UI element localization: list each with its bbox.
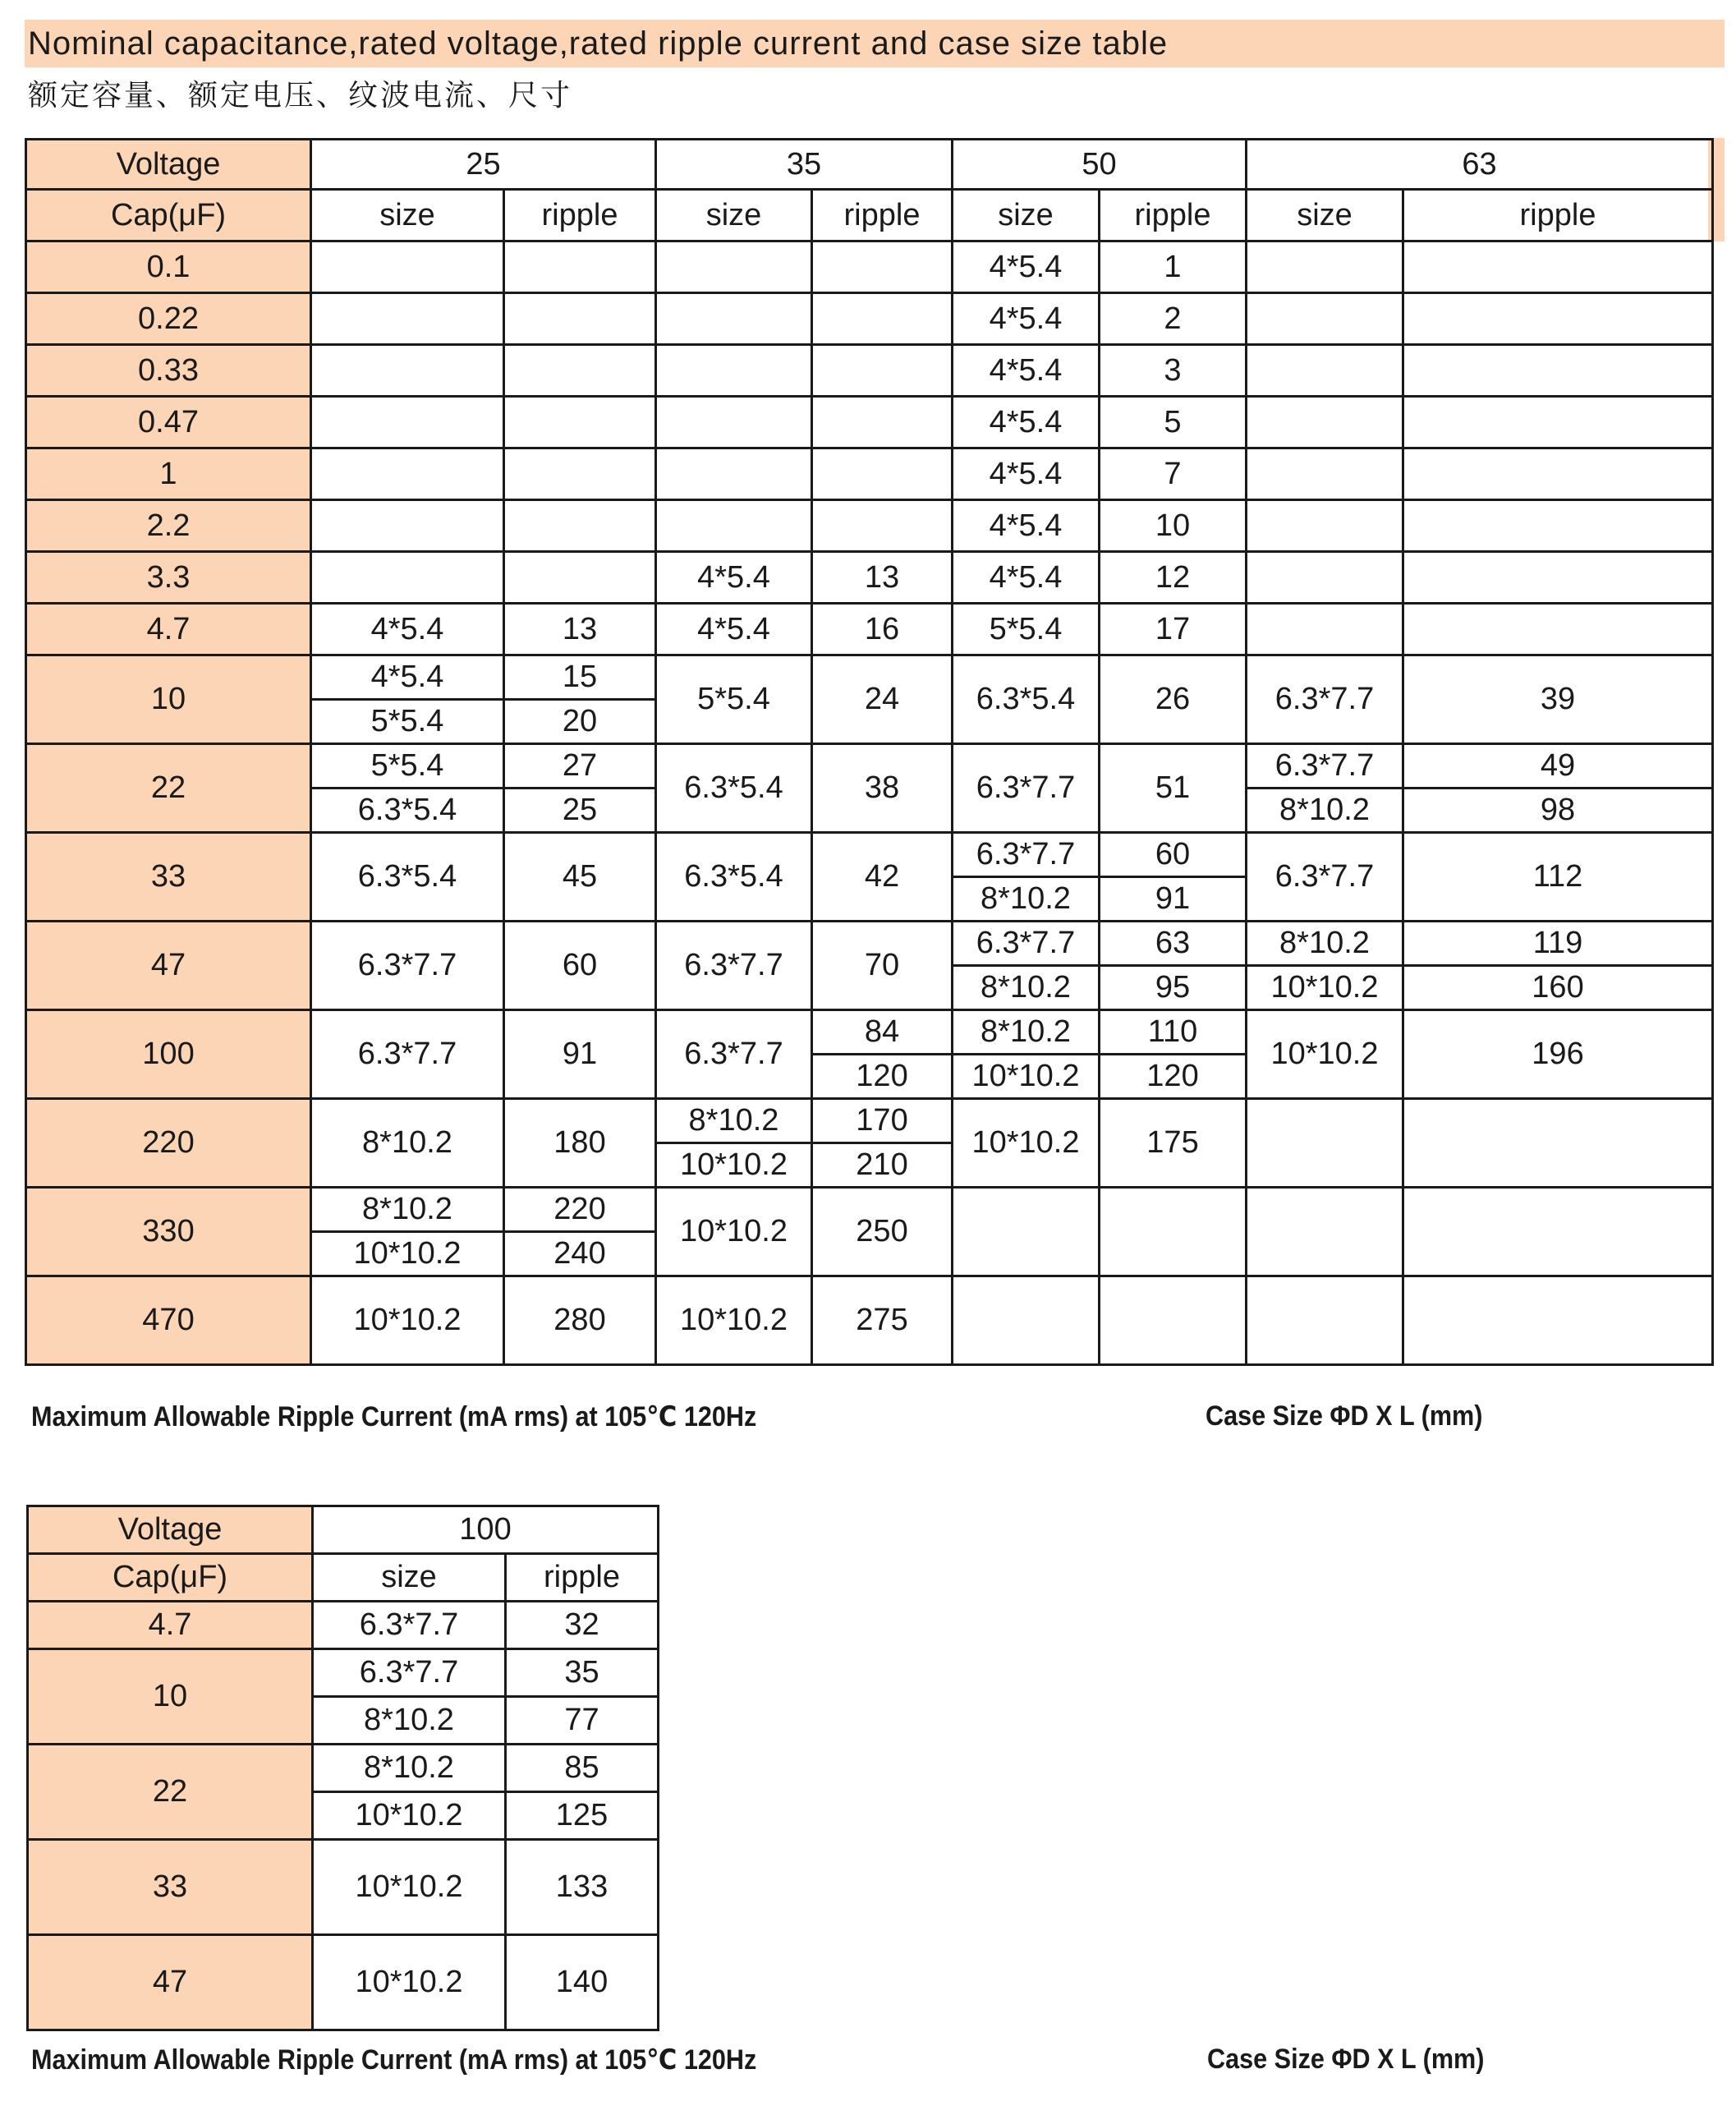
cap-value-330: 330 [26, 1188, 311, 1276]
empty-cell-35v [656, 397, 812, 448]
ripple-cell-35v: 170 [812, 1099, 953, 1143]
size-cell-25v: 6.3*5.4 [311, 833, 504, 922]
voltage-63v-header: 63 [1247, 140, 1713, 190]
empty-cell-25v [311, 500, 504, 552]
size-column-header: size [1247, 190, 1403, 241]
ripple-cell-50v: 12 [1100, 552, 1247, 604]
ripple-cell-25v: 220 [504, 1188, 656, 1232]
size-cell-35v: 6.3*7.7 [656, 1010, 812, 1099]
voltage-label: Voltage [26, 140, 311, 190]
ripple-column-header: ripple [506, 1554, 659, 1602]
cap-value-10: 10 [28, 1649, 313, 1745]
ripple-cell-100v: 125 [506, 1792, 659, 1840]
ripple-column-header: ripple [1100, 190, 1247, 241]
cap-value-220: 220 [26, 1099, 311, 1188]
ripple-cell-50v: 110 [1100, 1010, 1247, 1055]
cap-label: Cap(μF) [26, 190, 311, 241]
empty-cell-35v [656, 241, 812, 293]
voltage-label: Voltage [28, 1506, 313, 1554]
empty-cell-25v [311, 397, 504, 448]
ripple-cell-25v: 180 [504, 1099, 656, 1188]
cap-value-4.7: 4.7 [28, 1602, 313, 1649]
empty-cell-63v [1247, 1099, 1403, 1188]
ripple-cell-35v: 16 [812, 604, 953, 655]
empty-cell-63v [1403, 397, 1713, 448]
case-size-note: Case Size ΦD X L (mm) [1206, 1400, 1483, 1432]
ripple-cell-50v: 3 [1100, 345, 1247, 397]
size-cell-100v: 10*10.2 [313, 1935, 506, 2030]
table-row [26, 552, 1713, 604]
empty-cell-25v [311, 293, 504, 345]
ripple-cell-35v: 120 [812, 1055, 953, 1099]
ripple-cell-100v: 85 [506, 1745, 659, 1792]
ripple-cell-50v: 2 [1100, 293, 1247, 345]
ripple-cell-50v: 91 [1100, 877, 1247, 922]
size-cell-50v: 10*10.2 [953, 1055, 1100, 1099]
size-cell-50v: 6.3*5.4 [953, 655, 1100, 744]
size-cell-50v: 4*5.4 [953, 345, 1100, 397]
empty-cell-25v [504, 241, 656, 293]
table-row [26, 1276, 1713, 1365]
size-cell-63v: 10*10.2 [1247, 1010, 1403, 1099]
size-cell-25v: 10*10.2 [311, 1232, 504, 1276]
size-cell-100v: 8*10.2 [313, 1697, 506, 1745]
ripple-cell-25v: 60 [504, 922, 656, 1010]
size-cell-50v: 4*5.4 [953, 397, 1100, 448]
size-column-header: size [311, 190, 504, 241]
ripple-cell-35v: 70 [812, 922, 953, 1010]
size-cell-63v: 6.3*7.7 [1247, 655, 1403, 744]
size-cell-25v: 6.3*5.4 [311, 789, 504, 833]
ripple-cell-35v: 275 [812, 1276, 953, 1365]
table-row [26, 293, 1713, 345]
size-cell-50v: 6.3*7.7 [953, 833, 1100, 877]
ripple-cell-50v: 60 [1100, 833, 1247, 877]
size-column-header: size [953, 190, 1100, 241]
cap-header-row [26, 190, 1713, 241]
empty-cell-35v [656, 345, 812, 397]
cap-value-100: 100 [26, 1010, 311, 1099]
size-cell-35v: 6.3*5.4 [656, 744, 812, 833]
ripple-cell-63v: 196 [1403, 1010, 1713, 1099]
ripple-cell-100v: 140 [506, 1935, 659, 2030]
ripple-cell-50v: 175 [1100, 1099, 1247, 1188]
empty-cell-35v [812, 448, 953, 500]
empty-cell-35v [812, 500, 953, 552]
empty-cell-35v [812, 293, 953, 345]
voltage-50v-header: 50 [953, 140, 1247, 190]
table-row [26, 1188, 1713, 1232]
size-cell-25v: 6.3*7.7 [311, 922, 504, 1010]
table-row [26, 241, 1713, 293]
table-row [26, 1099, 1713, 1143]
voltage-header-row [28, 1506, 659, 1554]
empty-cell-63v [1403, 1188, 1713, 1276]
table-row [26, 655, 1713, 700]
empty-cell-50v [953, 1276, 1100, 1365]
size-cell-25v: 8*10.2 [311, 1099, 504, 1188]
ripple-cell-50v: 63 [1100, 922, 1247, 966]
table-row [26, 397, 1713, 448]
ripple-cell-35v: 24 [812, 655, 953, 744]
empty-cell-63v [1403, 552, 1713, 604]
voltage-100v-header: 100 [313, 1506, 659, 1554]
cap-value-22: 22 [26, 744, 311, 833]
cap-label: Cap(μF) [28, 1554, 313, 1602]
empty-cell-50v [1100, 1276, 1247, 1365]
ripple-cell-100v: 77 [506, 1697, 659, 1745]
table-row [28, 1745, 659, 1792]
empty-cell-25v [504, 500, 656, 552]
size-cell-35v: 8*10.2 [656, 1099, 812, 1143]
empty-cell-35v [812, 241, 953, 293]
size-cell-63v: 8*10.2 [1247, 922, 1403, 966]
size-cell-63v: 6.3*7.7 [1247, 744, 1403, 789]
ripple-cell-100v: 35 [506, 1649, 659, 1697]
voltage-35v-header: 35 [656, 140, 953, 190]
table-row [26, 833, 1713, 877]
cap-value-0.33: 0.33 [26, 345, 311, 397]
size-cell-63v: 10*10.2 [1247, 966, 1403, 1010]
empty-cell-63v [1403, 241, 1713, 293]
case-size-note-2: Case Size ΦD X L (mm) [1207, 2044, 1485, 2075]
ripple-cell-100v: 32 [506, 1602, 659, 1649]
ripple-cell-35v: 42 [812, 833, 953, 922]
ripple-cell-25v: 20 [504, 700, 656, 744]
ripple-cell-50v: 26 [1100, 655, 1247, 744]
empty-cell-35v [812, 345, 953, 397]
voltage-25v-header: 25 [311, 140, 656, 190]
size-cell-50v: 4*5.4 [953, 293, 1100, 345]
cap-value-22: 22 [28, 1745, 313, 1840]
size-cell-50v: 6.3*7.7 [953, 744, 1100, 833]
table-row [26, 500, 1713, 552]
size-cell-35v: 10*10.2 [656, 1188, 812, 1276]
empty-cell-63v [1247, 241, 1403, 293]
cap-header-row [28, 1554, 659, 1602]
size-cell-35v: 5*5.4 [656, 655, 812, 744]
size-cell-100v: 8*10.2 [313, 1745, 506, 1792]
size-cell-50v: 8*10.2 [953, 877, 1100, 922]
ripple-cell-50v: 5 [1100, 397, 1247, 448]
ripple-cell-50v: 95 [1100, 966, 1247, 1010]
ripple-cell-50v: 51 [1100, 744, 1247, 833]
empty-cell-25v [504, 448, 656, 500]
empty-cell-35v [812, 397, 953, 448]
empty-cell-63v [1247, 604, 1403, 655]
page-subtitle: 额定容量、额定电压、纹波电流、尺寸 [28, 79, 573, 113]
ripple-cell-63v: 49 [1403, 744, 1713, 789]
table-row [26, 448, 1713, 500]
empty-cell-25v [311, 552, 504, 604]
ripple-column-header: ripple [504, 190, 656, 241]
ripple-cell-35v: 84 [812, 1010, 953, 1055]
cap-value-0.1: 0.1 [26, 241, 311, 293]
ripple-cell-25v: 15 [504, 655, 656, 700]
empty-cell-63v [1247, 1188, 1403, 1276]
table-row [26, 744, 1713, 789]
empty-cell-25v [311, 345, 504, 397]
ripple-current-note-2: Maximum Allowable Ripple Current (mA rms) at 105℃ 120Hz [31, 2044, 757, 2076]
table-row [26, 345, 1713, 397]
ripple-cell-25v: 280 [504, 1276, 656, 1365]
empty-cell-63v [1247, 1276, 1403, 1365]
empty-cell-63v [1403, 1099, 1713, 1188]
cap-value-470: 470 [26, 1276, 311, 1365]
table-row [28, 1649, 659, 1697]
ripple-cell-25v: 25 [504, 789, 656, 833]
cap-value-0.47: 0.47 [26, 397, 311, 448]
cap-value-47: 47 [28, 1935, 313, 2030]
empty-cell-35v [656, 500, 812, 552]
empty-cell-50v [1100, 1188, 1247, 1276]
cap-value-0.22: 0.22 [26, 293, 311, 345]
empty-cell-63v [1403, 604, 1713, 655]
empty-cell-63v [1403, 345, 1713, 397]
ripple-cell-63v: 119 [1403, 922, 1713, 966]
table-row [26, 922, 1713, 966]
empty-cell-25v [311, 448, 504, 500]
size-cell-100v: 6.3*7.7 [313, 1649, 506, 1697]
table-row [28, 1935, 659, 2030]
size-cell-100v: 6.3*7.7 [313, 1602, 506, 1649]
table-row [26, 604, 1713, 655]
size-cell-25v: 5*5.4 [311, 744, 504, 789]
empty-cell-63v [1403, 293, 1713, 345]
empty-cell-63v [1247, 345, 1403, 397]
ripple-cell-25v: 240 [504, 1232, 656, 1276]
size-cell-63v: 6.3*7.7 [1247, 833, 1403, 922]
size-cell-50v: 8*10.2 [953, 1010, 1100, 1055]
ripple-current-note: Maximum Allowable Ripple Current (mA rms) at 105℃ 120Hz [31, 1401, 757, 1432]
empty-cell-63v [1403, 500, 1713, 552]
cap-value-1: 1 [26, 448, 311, 500]
empty-cell-63v [1403, 448, 1713, 500]
table-row [28, 1602, 659, 1649]
size-cell-25v: 6.3*7.7 [311, 1010, 504, 1099]
empty-cell-25v [504, 552, 656, 604]
size-cell-25v: 4*5.4 [311, 604, 504, 655]
size-cell-50v: 4*5.4 [953, 448, 1100, 500]
size-cell-25v: 8*10.2 [311, 1188, 504, 1232]
size-cell-100v: 10*10.2 [313, 1840, 506, 1935]
ripple-cell-50v: 1 [1100, 241, 1247, 293]
empty-cell-50v [953, 1188, 1100, 1276]
table-row [26, 1010, 1713, 1055]
cap-value-2.2: 2.2 [26, 500, 311, 552]
ripple-cell-63v: 112 [1403, 833, 1713, 922]
size-cell-25v: 4*5.4 [311, 655, 504, 700]
ripple-cell-25v: 27 [504, 744, 656, 789]
size-cell-25v: 10*10.2 [311, 1276, 504, 1365]
ripple-column-header: ripple [1403, 190, 1713, 241]
cap-value-33: 33 [26, 833, 311, 922]
empty-cell-25v [504, 293, 656, 345]
ripple-cell-50v: 10 [1100, 500, 1247, 552]
page-title: Nominal capacitance,rated voltage,rated ripple current and case size table [25, 20, 1725, 67]
size-column-header: size [656, 190, 812, 241]
ripple-cell-100v: 133 [506, 1840, 659, 1935]
empty-cell-25v [311, 241, 504, 293]
size-cell-50v: 10*10.2 [953, 1099, 1100, 1188]
ripple-cell-25v: 91 [504, 1010, 656, 1099]
empty-cell-63v [1247, 552, 1403, 604]
voltage-header-row [26, 140, 1713, 190]
cap-value-10: 10 [26, 655, 311, 744]
empty-cell-25v [504, 345, 656, 397]
size-cell-50v: 4*5.4 [953, 500, 1100, 552]
ripple-cell-25v: 45 [504, 833, 656, 922]
empty-cell-63v [1247, 293, 1403, 345]
capacitance-table-100v [26, 1505, 659, 2031]
ripple-cell-50v: 120 [1100, 1055, 1247, 1099]
ripple-cell-25v: 13 [504, 604, 656, 655]
ripple-cell-35v: 210 [812, 1143, 953, 1188]
ripple-cell-50v: 17 [1100, 604, 1247, 655]
empty-cell-35v [656, 448, 812, 500]
empty-cell-63v [1247, 397, 1403, 448]
empty-cell-35v [656, 293, 812, 345]
cap-value-33: 33 [28, 1840, 313, 1935]
ripple-cell-63v: 160 [1403, 966, 1713, 1010]
ripple-column-header: ripple [812, 190, 953, 241]
capacitance-table-main [25, 138, 1714, 1366]
size-cell-35v: 6.3*5.4 [656, 833, 812, 922]
cap-value-4.7: 4.7 [26, 604, 311, 655]
ripple-cell-35v: 38 [812, 744, 953, 833]
size-cell-35v: 4*5.4 [656, 604, 812, 655]
empty-cell-63v [1247, 448, 1403, 500]
size-cell-50v: 4*5.4 [953, 552, 1100, 604]
empty-cell-63v [1403, 1276, 1713, 1365]
ripple-cell-63v: 98 [1403, 789, 1713, 833]
size-cell-35v: 4*5.4 [656, 552, 812, 604]
ripple-cell-50v: 7 [1100, 448, 1247, 500]
empty-cell-25v [504, 397, 656, 448]
size-cell-35v: 10*10.2 [656, 1143, 812, 1188]
size-cell-25v: 5*5.4 [311, 700, 504, 744]
ripple-cell-63v: 39 [1403, 655, 1713, 744]
size-cell-50v: 6.3*7.7 [953, 922, 1100, 966]
size-column-header: size [313, 1554, 506, 1602]
ripple-cell-35v: 13 [812, 552, 953, 604]
size-cell-50v: 8*10.2 [953, 966, 1100, 1010]
table-row [28, 1840, 659, 1935]
ripple-cell-35v: 250 [812, 1188, 953, 1276]
size-cell-63v: 8*10.2 [1247, 789, 1403, 833]
empty-cell-63v [1247, 500, 1403, 552]
size-cell-35v: 10*10.2 [656, 1276, 812, 1365]
size-cell-100v: 10*10.2 [313, 1792, 506, 1840]
size-cell-50v: 4*5.4 [953, 241, 1100, 293]
size-cell-35v: 6.3*7.7 [656, 922, 812, 1010]
cap-value-3.3: 3.3 [26, 552, 311, 604]
size-cell-50v: 5*5.4 [953, 604, 1100, 655]
cap-value-47: 47 [26, 922, 311, 1010]
